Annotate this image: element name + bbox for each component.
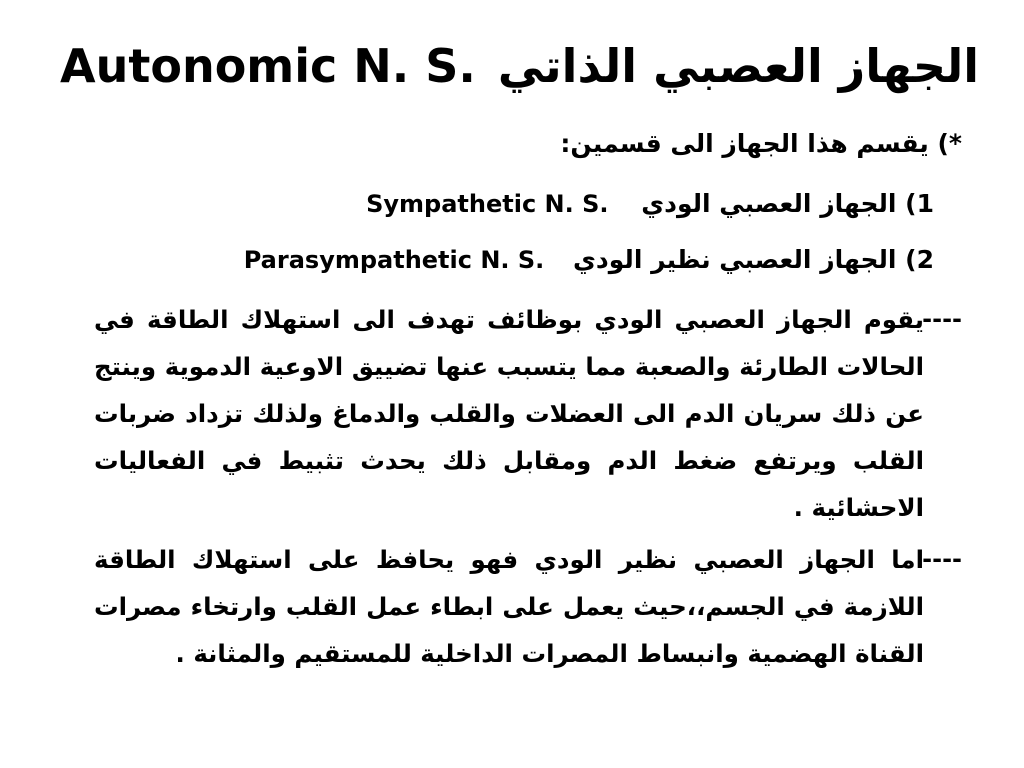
slide-title <box>60 30 980 102</box>
parasympathetic-english: Parasympathetic N. S. <box>243 246 545 274</box>
paragraph-parasympathetic: اما الجهاز العصبي نظير الودي فهو يحافظ على استهلاك الطاقة اللازمة في الجسم،،حيث يعمل على ابطاء عمل القلب وارتخاء مصرات القناة الهضمية وانبساط المصرات الداخلية للمستقيم والمثانة . <box>94 545 924 668</box>
paragraph-2-marker: ---- <box>922 545 962 573</box>
title-english: Autonomic N. S. <box>60 39 476 93</box>
list-item-parasympathetic <box>244 240 934 280</box>
sympathetic-arabic: 1) الجهاز العصبي الودي <box>641 189 934 218</box>
intro-text: يقسم هذا الجهاز الى قسمين: <box>560 129 929 158</box>
intro-line <box>560 124 962 164</box>
paragraph-1-marker: ---- <box>922 305 962 333</box>
sympathetic-english: Sympathetic N. S. <box>366 190 609 218</box>
paragraph-sympathetic: يقوم الجهاز العصبي الودي بوظائف تهدف الى استهلاك الطاقة في الحالات الطارئة والصعبة مما يتسبب عنها تضييق الاوعية الدموية وينتج عن ذلك سريان الدم الى العضلات والقلب والدماغ ولذلك تزداد ضربات القلب ويرتفع ضغط الدم ومقابل ذلك يحدث تثبيط في الفعاليات الاحشائية . <box>94 305 924 522</box>
intro-marker: *) <box>937 129 962 158</box>
title-arabic: الجهاز العصبي الذاتي <box>497 39 980 93</box>
list-item-sympathetic <box>366 184 934 224</box>
parasympathetic-arabic: 2) الجهاز العصبي نظير الودي <box>573 245 934 274</box>
